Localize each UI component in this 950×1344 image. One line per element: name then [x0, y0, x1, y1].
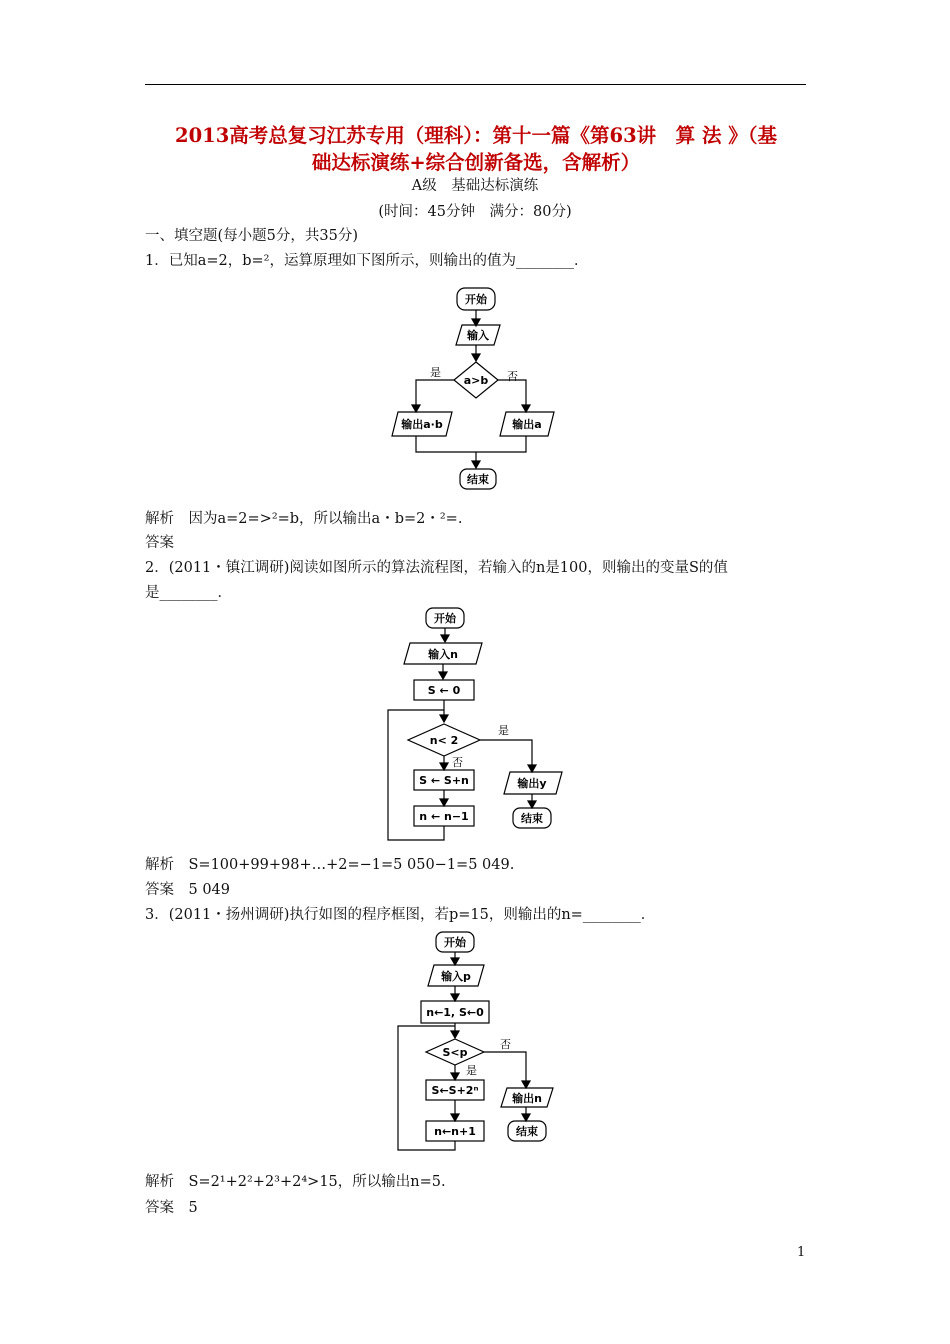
q1-answer: 答案	[145, 535, 174, 551]
q1-end-label: 结束	[467, 473, 489, 486]
q3-input-label: 输入p	[441, 970, 471, 983]
q3-no-label: 否	[500, 1038, 511, 1051]
page-number: 1	[797, 1245, 806, 1260]
q3-flowchart	[392, 928, 572, 1158]
q2-init-label: S ← 0	[427, 684, 461, 697]
q3-end-label: 结束	[516, 1125, 538, 1138]
title-line-2: 础达标演练+综合创新备选，含解析）	[311, 151, 641, 174]
q2-text-line-2: 是________．	[145, 585, 232, 601]
q2-step2-label: n ← n−1	[419, 810, 469, 823]
level-heading: A级 基础达标演练	[411, 178, 539, 194]
q1-yes-label: 是	[430, 366, 441, 379]
q3-analysis: 解析 S=2¹+2²+2³+2⁴>15，所以输出n=5.	[145, 1174, 446, 1190]
q2-condition-label: n< 2	[429, 734, 459, 747]
q3-answer: 答案 5	[145, 1200, 198, 1216]
q1-flowchart	[390, 284, 570, 494]
title-line-1: 2013高考总复习江苏专用（理科）：第十一篇《第63讲 算 法 》（基	[175, 124, 777, 147]
q2-analysis: 解析 S=100+99+98+…+2=−1=5 050−1=5 049.	[145, 857, 515, 873]
section-heading: 一、填空题(每小题5分，共35分)	[145, 228, 358, 244]
q3-start-label: 开始	[444, 936, 466, 949]
q2-output-label: 输出y	[517, 777, 547, 790]
q1-condition-label: a>b	[463, 374, 489, 387]
q2-yes-label: 是	[498, 724, 509, 737]
q2-no-label: 否	[452, 756, 463, 769]
q1-output-right-label: 输出a	[512, 418, 542, 431]
q3-step2-label: n←n+1	[434, 1125, 476, 1138]
q2-step1-label: S ← S+n	[419, 774, 469, 787]
q1-analysis: 解析 因为a=2=>²=b，所以输出a・b=2・²=.	[145, 511, 463, 527]
q3-init-label: n←1, S←0	[426, 1006, 484, 1019]
q2-flowchart	[380, 604, 580, 846]
q1-no-label: 否	[507, 370, 518, 383]
q2-start-label: 开始	[434, 612, 456, 625]
q2-text-line-1: 2．(2011・镇江调研)阅读如图所示的算法流程图，若输入的n是100，则输出的变量S的值	[145, 560, 728, 576]
q3-text: 3．(2011・扬州调研)执行如图的程序框图，若p=15，则输出的n=________．	[145, 907, 656, 923]
q3-condition-label: S<p	[442, 1046, 468, 1059]
q1-input-label: 输入	[467, 329, 489, 342]
q2-answer: 答案 5 049	[145, 882, 231, 898]
q3-output-label: 输出n	[512, 1092, 542, 1105]
header-rule	[145, 84, 806, 85]
q2-input-label: 输入n	[428, 648, 458, 661]
document-title	[140, 122, 812, 176]
q1-text: 1．已知a=2，b=²，运算原理如下图所示，则输出的值为________．	[145, 253, 589, 269]
q3-step1-label: S←S+2ⁿ	[431, 1084, 479, 1097]
q1-start-label: 开始	[465, 293, 487, 306]
q2-end-label: 结束	[521, 812, 543, 825]
time-info: (时间：45分钟 满分：80分)	[378, 204, 572, 220]
q3-yes-label: 是	[466, 1064, 477, 1077]
q1-output-left-label: 输出a·b	[401, 418, 443, 431]
